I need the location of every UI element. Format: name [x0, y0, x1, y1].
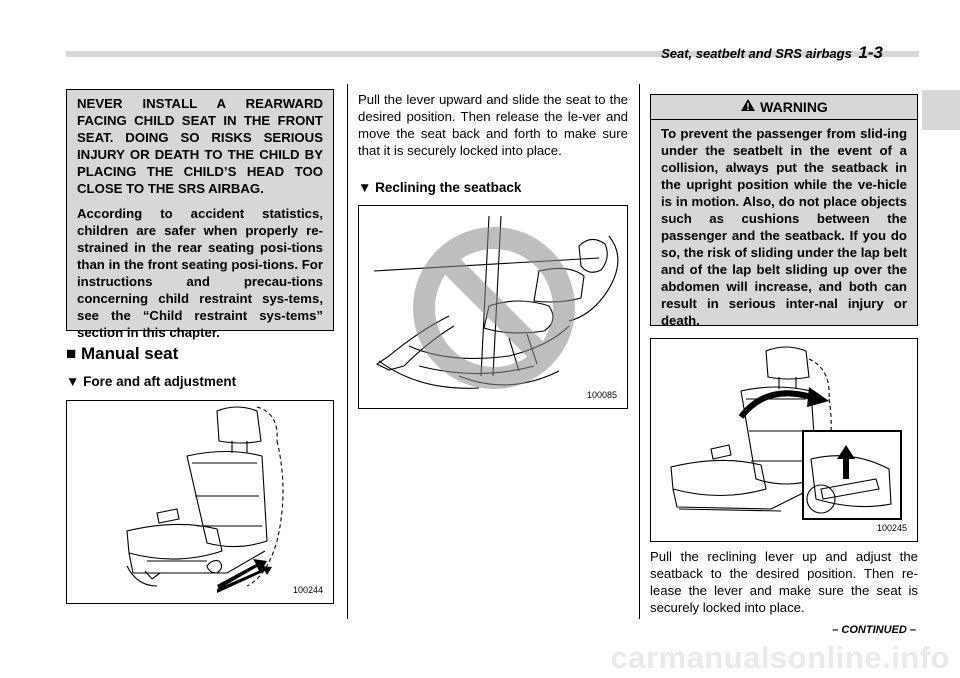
section-title: Seat, seatbelt and SRS airbags [661, 46, 852, 61]
fore-aft-heading: ▼ Fore and aft adjustment [66, 374, 237, 389]
warning-triangle-icon [740, 95, 756, 119]
reclined-seat-prohibited-illustration [359, 206, 627, 408]
continued-label: – CONTINUED – [832, 624, 916, 636]
warning-header [650, 94, 918, 120]
notice-paragraph-2: According to accident statistics, children are safer when properly re-strained in the rear seating posi-tions than in the front seating posi-tions. For instructions and precau-tions concerning child restraint sys-tems, see the “Child restraint sys-tems” section in this chapter. [77, 206, 323, 340]
seat-slide-illustration [67, 401, 333, 603]
manual-seat-heading: ■ Manual seat [66, 344, 179, 363]
reclining-lever-figure [650, 338, 918, 542]
page-number: 1-3 [858, 43, 883, 62]
figure-code-100244: 100244 [292, 585, 323, 595]
fore-aft-figure [66, 400, 334, 604]
site-watermark: carmanualsonline.info [610, 640, 950, 675]
column-divider-2 [639, 84, 640, 619]
column-divider-1 [347, 84, 348, 619]
reclining-figure [358, 205, 628, 409]
notice-paragraph-1: NEVER INSTALL A REARWARD FACING CHILD SEAT IN THE FRONT SEAT. DOING SO RISKS SERIOUS INJURY OR DEATH TO THE CHILD BY PLACING THE CHILD’S HEAD TOO CLOSE TO THE SRS AIRBAG. [77, 96, 323, 196]
recline-lever-illustration [651, 339, 917, 541]
chapter-tab [922, 90, 960, 130]
figure-code-100085: 100085 [586, 390, 617, 400]
warning-box [650, 119, 918, 326]
reclining-instructions: Pull the reclining lever up and adjust the seatback to the desired position. Then re-lease the lever and make sure the seat is securely locked into place. [650, 549, 918, 615]
fore-aft-instructions: Pull the lever upward and slide the seat to the desired position. Then release the le-ver and move the seat back and forth to make sure that it is securely locked into place. [358, 92, 628, 158]
page-header [661, 43, 883, 63]
warning-text: To prevent the passenger from slid-ing under the seatbelt in the event of a collision, always put the seatback in the upright position while the ve-hicle is in motion. Also, do not place objects such as cushions between the passenger and the seatback. If you do so, the risk of sliding under the lap belt and of the lap belt sliding up over the abdomen will increase, and both can result in serious inter-nal injury or death. [661, 126, 907, 328]
child-seat-notice-box [66, 89, 334, 340]
reclining-heading: ▼ Reclining the seatback [358, 180, 522, 195]
figure-code-100245: 100245 [876, 523, 907, 533]
warning-title: WARNING [760, 99, 828, 115]
